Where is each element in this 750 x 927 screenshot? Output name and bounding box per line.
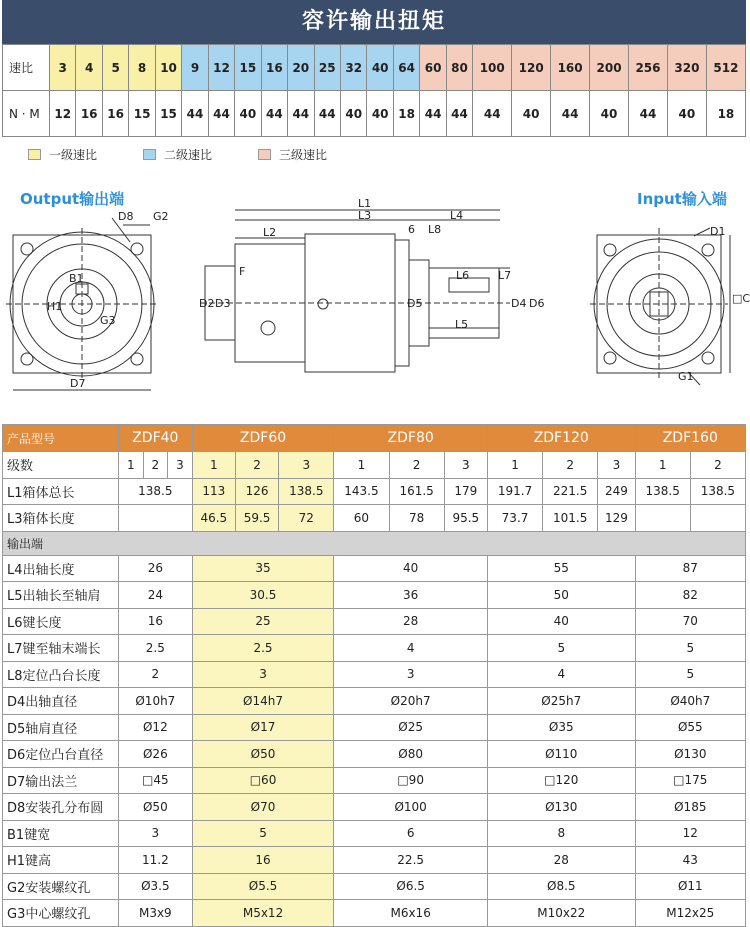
table-cell: Ø100 — [334, 794, 488, 821]
table-cell — [635, 505, 690, 532]
table-cell: 16 — [192, 847, 334, 874]
label-d1: D1 — [710, 225, 726, 238]
table-cell: Ø10h7 — [119, 688, 193, 715]
table-cell: Ø55 — [635, 714, 745, 741]
table-cell: 60 — [334, 505, 389, 532]
table-cell: Ø185 — [635, 794, 745, 821]
table-cell: M10x22 — [487, 900, 635, 927]
torque-cell: 44 — [473, 91, 512, 137]
input-view-title: Input输入端 — [637, 190, 727, 208]
torque-cell: 15 — [155, 91, 181, 137]
torque-cell: 44 — [288, 91, 314, 137]
ratio-cell: 16 — [261, 45, 287, 91]
label-l4: L4 — [450, 209, 464, 222]
output-section-row — [3, 531, 746, 555]
torque-cell: 44 — [314, 91, 340, 137]
table-row — [3, 873, 746, 900]
model-zdf60: ZDF60 — [192, 425, 334, 452]
input-end-view — [590, 228, 730, 385]
ratio-row — [3, 45, 746, 91]
table-cell: 249 — [598, 478, 635, 505]
drawing-svg — [0, 180, 750, 410]
table-cell: Ø25 — [334, 714, 488, 741]
table-cell: 191.7 — [487, 478, 542, 505]
torque-cell: 40 — [590, 91, 629, 137]
ratio-cell: 60 — [420, 45, 446, 91]
table-cell: □175 — [635, 767, 745, 794]
row-label: D4出轴直径 — [3, 688, 119, 715]
torque-cell: 16 — [76, 91, 102, 137]
table-cell: 8 — [487, 820, 635, 847]
table-cell: Ø50 — [119, 794, 193, 821]
table-cell: M12x25 — [635, 900, 745, 927]
stage-cell: 2 — [543, 452, 598, 479]
torque-cell: 44 — [629, 91, 668, 137]
table-cell: 59.5 — [235, 505, 278, 532]
ratio-cell: 200 — [590, 45, 629, 91]
model-zdf80: ZDF80 — [334, 425, 488, 452]
label-b1: B1 — [69, 272, 84, 285]
table-cell: 138.5 — [690, 478, 745, 505]
torque-cell: 18 — [393, 91, 419, 137]
table-cell: 3 — [192, 661, 334, 688]
label-d5: D5 — [407, 297, 423, 310]
table-row — [3, 847, 746, 874]
table-cell: Ø110 — [487, 741, 635, 768]
table-row — [3, 794, 746, 821]
table-row — [3, 820, 746, 847]
table-cell: 73.7 — [487, 505, 542, 532]
label-h1: H1 — [47, 300, 63, 313]
table-cell: Ø11 — [635, 873, 745, 900]
ratio-cell: 80 — [446, 45, 472, 91]
table-cell: 25 — [192, 608, 334, 635]
legend-label: 三级速比 — [279, 148, 328, 162]
model-zdf40: ZDF40 — [119, 425, 193, 452]
l1-label: L1箱体总长 — [3, 478, 119, 505]
stage-cell: 1 — [192, 452, 235, 479]
row-label: H1键高 — [3, 847, 119, 874]
table-cell: 113 — [192, 478, 235, 505]
l3-label: L3箱体长度 — [3, 505, 119, 532]
ratio-row-label: 速比 — [3, 45, 50, 91]
table-cell: 5 — [487, 635, 635, 662]
torque-cell: 44 — [551, 91, 590, 137]
stage-row — [3, 452, 746, 479]
table-cell: 129 — [598, 505, 635, 532]
table-cell: 87 — [635, 555, 745, 582]
ratio-cell: 40 — [367, 45, 393, 91]
row-label: L4出轴长度 — [3, 555, 119, 582]
torque-cell: 40 — [367, 91, 393, 137]
table-cell — [119, 505, 193, 532]
torque-cell: 16 — [102, 91, 128, 137]
table-cell: 5 — [192, 820, 334, 847]
torque-cell: 40 — [235, 91, 261, 137]
table-cell: 78 — [389, 505, 444, 532]
torque-row — [3, 91, 746, 137]
table-cell: 40 — [487, 608, 635, 635]
table-row — [3, 661, 746, 688]
table-cell: 4 — [334, 635, 488, 662]
page-title: 容许输出扭矩 — [2, 0, 746, 44]
torque-cell: 44 — [420, 91, 446, 137]
table-cell: Ø17 — [192, 714, 334, 741]
table-cell: 2.5 — [119, 635, 193, 662]
stage-cell: 2 — [235, 452, 278, 479]
table-cell: 36 — [334, 582, 488, 609]
legend-swatch — [258, 149, 271, 160]
table-cell: Ø50 — [192, 741, 334, 768]
label-d4: D4 — [511, 297, 527, 310]
ratio-cell: 12 — [208, 45, 234, 91]
label-d2: D2 — [199, 297, 215, 310]
table-cell: Ø40h7 — [635, 688, 745, 715]
stage-cell: 1 — [487, 452, 542, 479]
table-cell: 28 — [487, 847, 635, 874]
table-cell: 161.5 — [389, 478, 444, 505]
table-cell: M5x12 — [192, 900, 334, 927]
ratio-cell: 32 — [340, 45, 366, 91]
table-cell: Ø25h7 — [487, 688, 635, 715]
table-row — [3, 900, 746, 927]
ratio-cell: 320 — [667, 45, 706, 91]
table-cell: Ø130 — [487, 794, 635, 821]
row-label: G3中心螺纹孔 — [3, 900, 119, 927]
legend-item-stage2 — [143, 146, 212, 163]
stage-label: 级数 — [3, 452, 119, 479]
table-cell: Ø80 — [334, 741, 488, 768]
ratio-cell: 9 — [182, 45, 208, 91]
legend-label: 一级速比 — [49, 148, 98, 162]
table-cell: 6 — [334, 820, 488, 847]
table-cell: 30.5 — [192, 582, 334, 609]
table-row — [3, 741, 746, 768]
l3-row — [3, 505, 746, 532]
table-cell: 16 — [119, 608, 193, 635]
row-label: D5轴肩直径 — [3, 714, 119, 741]
ratio-cell: 5 — [102, 45, 128, 91]
table-cell: 179 — [444, 478, 487, 505]
label-l7: L7 — [498, 269, 512, 282]
table-cell: 143.5 — [334, 478, 389, 505]
table-cell: 28 — [334, 608, 488, 635]
table-cell: Ø35 — [487, 714, 635, 741]
section-label: 输出端 — [3, 531, 746, 555]
label-g1: G1 — [678, 370, 694, 383]
table-cell: Ø130 — [635, 741, 745, 768]
stage-cell: 3 — [598, 452, 635, 479]
stage-cell: 2 — [690, 452, 745, 479]
table-cell: 3 — [119, 820, 193, 847]
table-cell: 50 — [487, 582, 635, 609]
table-cell: Ø26 — [119, 741, 193, 768]
ratio-cell: 512 — [706, 45, 745, 91]
stage-cell: 2 — [143, 452, 168, 479]
legend-item-stage1 — [28, 146, 97, 163]
table-cell: 3 — [334, 661, 488, 688]
table-cell: 82 — [635, 582, 745, 609]
ratio-cell: 256 — [629, 45, 668, 91]
ratio-cell: 25 — [314, 45, 340, 91]
ratio-cell: 4 — [76, 45, 102, 91]
table-cell: 4 — [487, 661, 635, 688]
label-l6: L6 — [456, 269, 470, 282]
table-cell: 70 — [635, 608, 745, 635]
row-label: L8定位凸台长度 — [3, 661, 119, 688]
table-cell: 26 — [119, 555, 193, 582]
technical-drawing — [0, 180, 750, 410]
table-cell: M3x9 — [119, 900, 193, 927]
table-cell: 5 — [635, 661, 745, 688]
label-d8: D8 — [118, 210, 134, 223]
stage-cell: 3 — [168, 452, 193, 479]
ratio-cell: 100 — [473, 45, 512, 91]
stage-cell: 1 — [334, 452, 389, 479]
label-g3: G3 — [100, 314, 116, 327]
table-cell: 35 — [192, 555, 334, 582]
ratio-cell: 120 — [512, 45, 551, 91]
table-row — [3, 608, 746, 635]
torque-cell: 40 — [512, 91, 551, 137]
ratio-legend — [28, 146, 373, 163]
row-label: L7键至轴末端长 — [3, 635, 119, 662]
ratio-cell: 8 — [129, 45, 155, 91]
table-cell: 72 — [279, 505, 334, 532]
torque-row-label: N · M — [3, 91, 50, 137]
table-row — [3, 635, 746, 662]
stage-cell: 1 — [119, 452, 144, 479]
label-g2: G2 — [153, 210, 169, 223]
model-zdf160: ZDF160 — [635, 425, 745, 452]
table-row — [3, 688, 746, 715]
table-cell: 126 — [235, 478, 278, 505]
model-zdf120: ZDF120 — [487, 425, 635, 452]
table-cell: Ø3.5 — [119, 873, 193, 900]
row-label: D6定位凸台直径 — [3, 741, 119, 768]
row-label: L6键长度 — [3, 608, 119, 635]
row-label: G2安装螺纹孔 — [3, 873, 119, 900]
label-d6: D6 — [529, 297, 545, 310]
table-cell: 2 — [119, 661, 193, 688]
table-cell: 101.5 — [543, 505, 598, 532]
table-row — [3, 714, 746, 741]
torque-cell: 44 — [261, 91, 287, 137]
torque-cell: 40 — [667, 91, 706, 137]
table-cell — [690, 505, 745, 532]
table-cell: 43 — [635, 847, 745, 874]
side-view — [200, 210, 510, 372]
torque-cell: 12 — [50, 91, 76, 137]
legend-label: 二级速比 — [164, 148, 213, 162]
table-cell: 95.5 — [444, 505, 487, 532]
table-cell: Ø6.5 — [334, 873, 488, 900]
label-d3: D3 — [215, 297, 231, 310]
table-cell: Ø8.5 — [487, 873, 635, 900]
label-l3: L3 — [358, 209, 372, 222]
row-label: L5出轴长至轴肩 — [3, 582, 119, 609]
ratio-cell: 3 — [50, 45, 76, 91]
stage-cell: 3 — [279, 452, 334, 479]
torque-cell: 44 — [446, 91, 472, 137]
ratio-cell: 160 — [551, 45, 590, 91]
table-cell: 40 — [334, 555, 488, 582]
torque-cell: 18 — [706, 91, 745, 137]
l1-row — [3, 478, 746, 505]
output-view-title: Output输出端 — [20, 190, 125, 208]
stage-cell: 2 — [389, 452, 444, 479]
torque-cell: 44 — [182, 91, 208, 137]
ratio-cell: 20 — [288, 45, 314, 91]
label-d7: D7 — [70, 377, 86, 390]
table-cell: 46.5 — [192, 505, 235, 532]
ratio-cell: 15 — [235, 45, 261, 91]
model-label: 产品型号 — [3, 425, 119, 452]
torque-cell: 44 — [208, 91, 234, 137]
label-l8: L8 — [428, 223, 442, 236]
table-cell: 221.5 — [543, 478, 598, 505]
table-cell: Ø5.5 — [192, 873, 334, 900]
table-cell: 12 — [635, 820, 745, 847]
table-cell: 138.5 — [279, 478, 334, 505]
legend-item-stage3 — [258, 146, 327, 163]
table-cell: □60 — [192, 767, 334, 794]
table-cell: Ø14h7 — [192, 688, 334, 715]
label-c: □C — [732, 292, 750, 305]
output-end-view — [6, 218, 158, 390]
table-cell: □120 — [487, 767, 635, 794]
table-cell: 55 — [487, 555, 635, 582]
table-cell: Ø20h7 — [334, 688, 488, 715]
table-cell: □90 — [334, 767, 488, 794]
spec-header-row — [3, 425, 746, 452]
table-row — [3, 767, 746, 794]
stage-cell: 3 — [444, 452, 487, 479]
ratio-torque-table — [2, 44, 746, 137]
table-cell: Ø70 — [192, 794, 334, 821]
legend-swatch — [143, 149, 156, 160]
table-cell: 11.2 — [119, 847, 193, 874]
torque-cell: 40 — [340, 91, 366, 137]
label-l5: L5 — [455, 318, 469, 331]
table-cell: 138.5 — [635, 478, 690, 505]
ratio-cell: 10 — [155, 45, 181, 91]
table-cell: Ø12 — [119, 714, 193, 741]
spec-table — [2, 424, 746, 927]
table-cell: 2.5 — [192, 635, 334, 662]
stage-cell: 1 — [635, 452, 690, 479]
row-label: D7输出法兰 — [3, 767, 119, 794]
table-row — [3, 555, 746, 582]
l1-zdf40: 138.5 — [119, 478, 193, 505]
row-label: D8安装孔分布圆 — [3, 794, 119, 821]
table-cell: 5 — [635, 635, 745, 662]
legend-swatch — [28, 149, 41, 160]
table-cell: □45 — [119, 767, 193, 794]
table-row — [3, 582, 746, 609]
table-cell: 24 — [119, 582, 193, 609]
row-label: B1键宽 — [3, 820, 119, 847]
table-cell: M6x16 — [334, 900, 488, 927]
label-6: 6 — [408, 223, 415, 236]
label-l1: L1 — [358, 197, 372, 210]
table-cell: 22.5 — [334, 847, 488, 874]
label-f: F — [239, 265, 246, 278]
label-l2: L2 — [263, 226, 277, 239]
ratio-cell: 64 — [393, 45, 419, 91]
torque-cell: 15 — [129, 91, 155, 137]
